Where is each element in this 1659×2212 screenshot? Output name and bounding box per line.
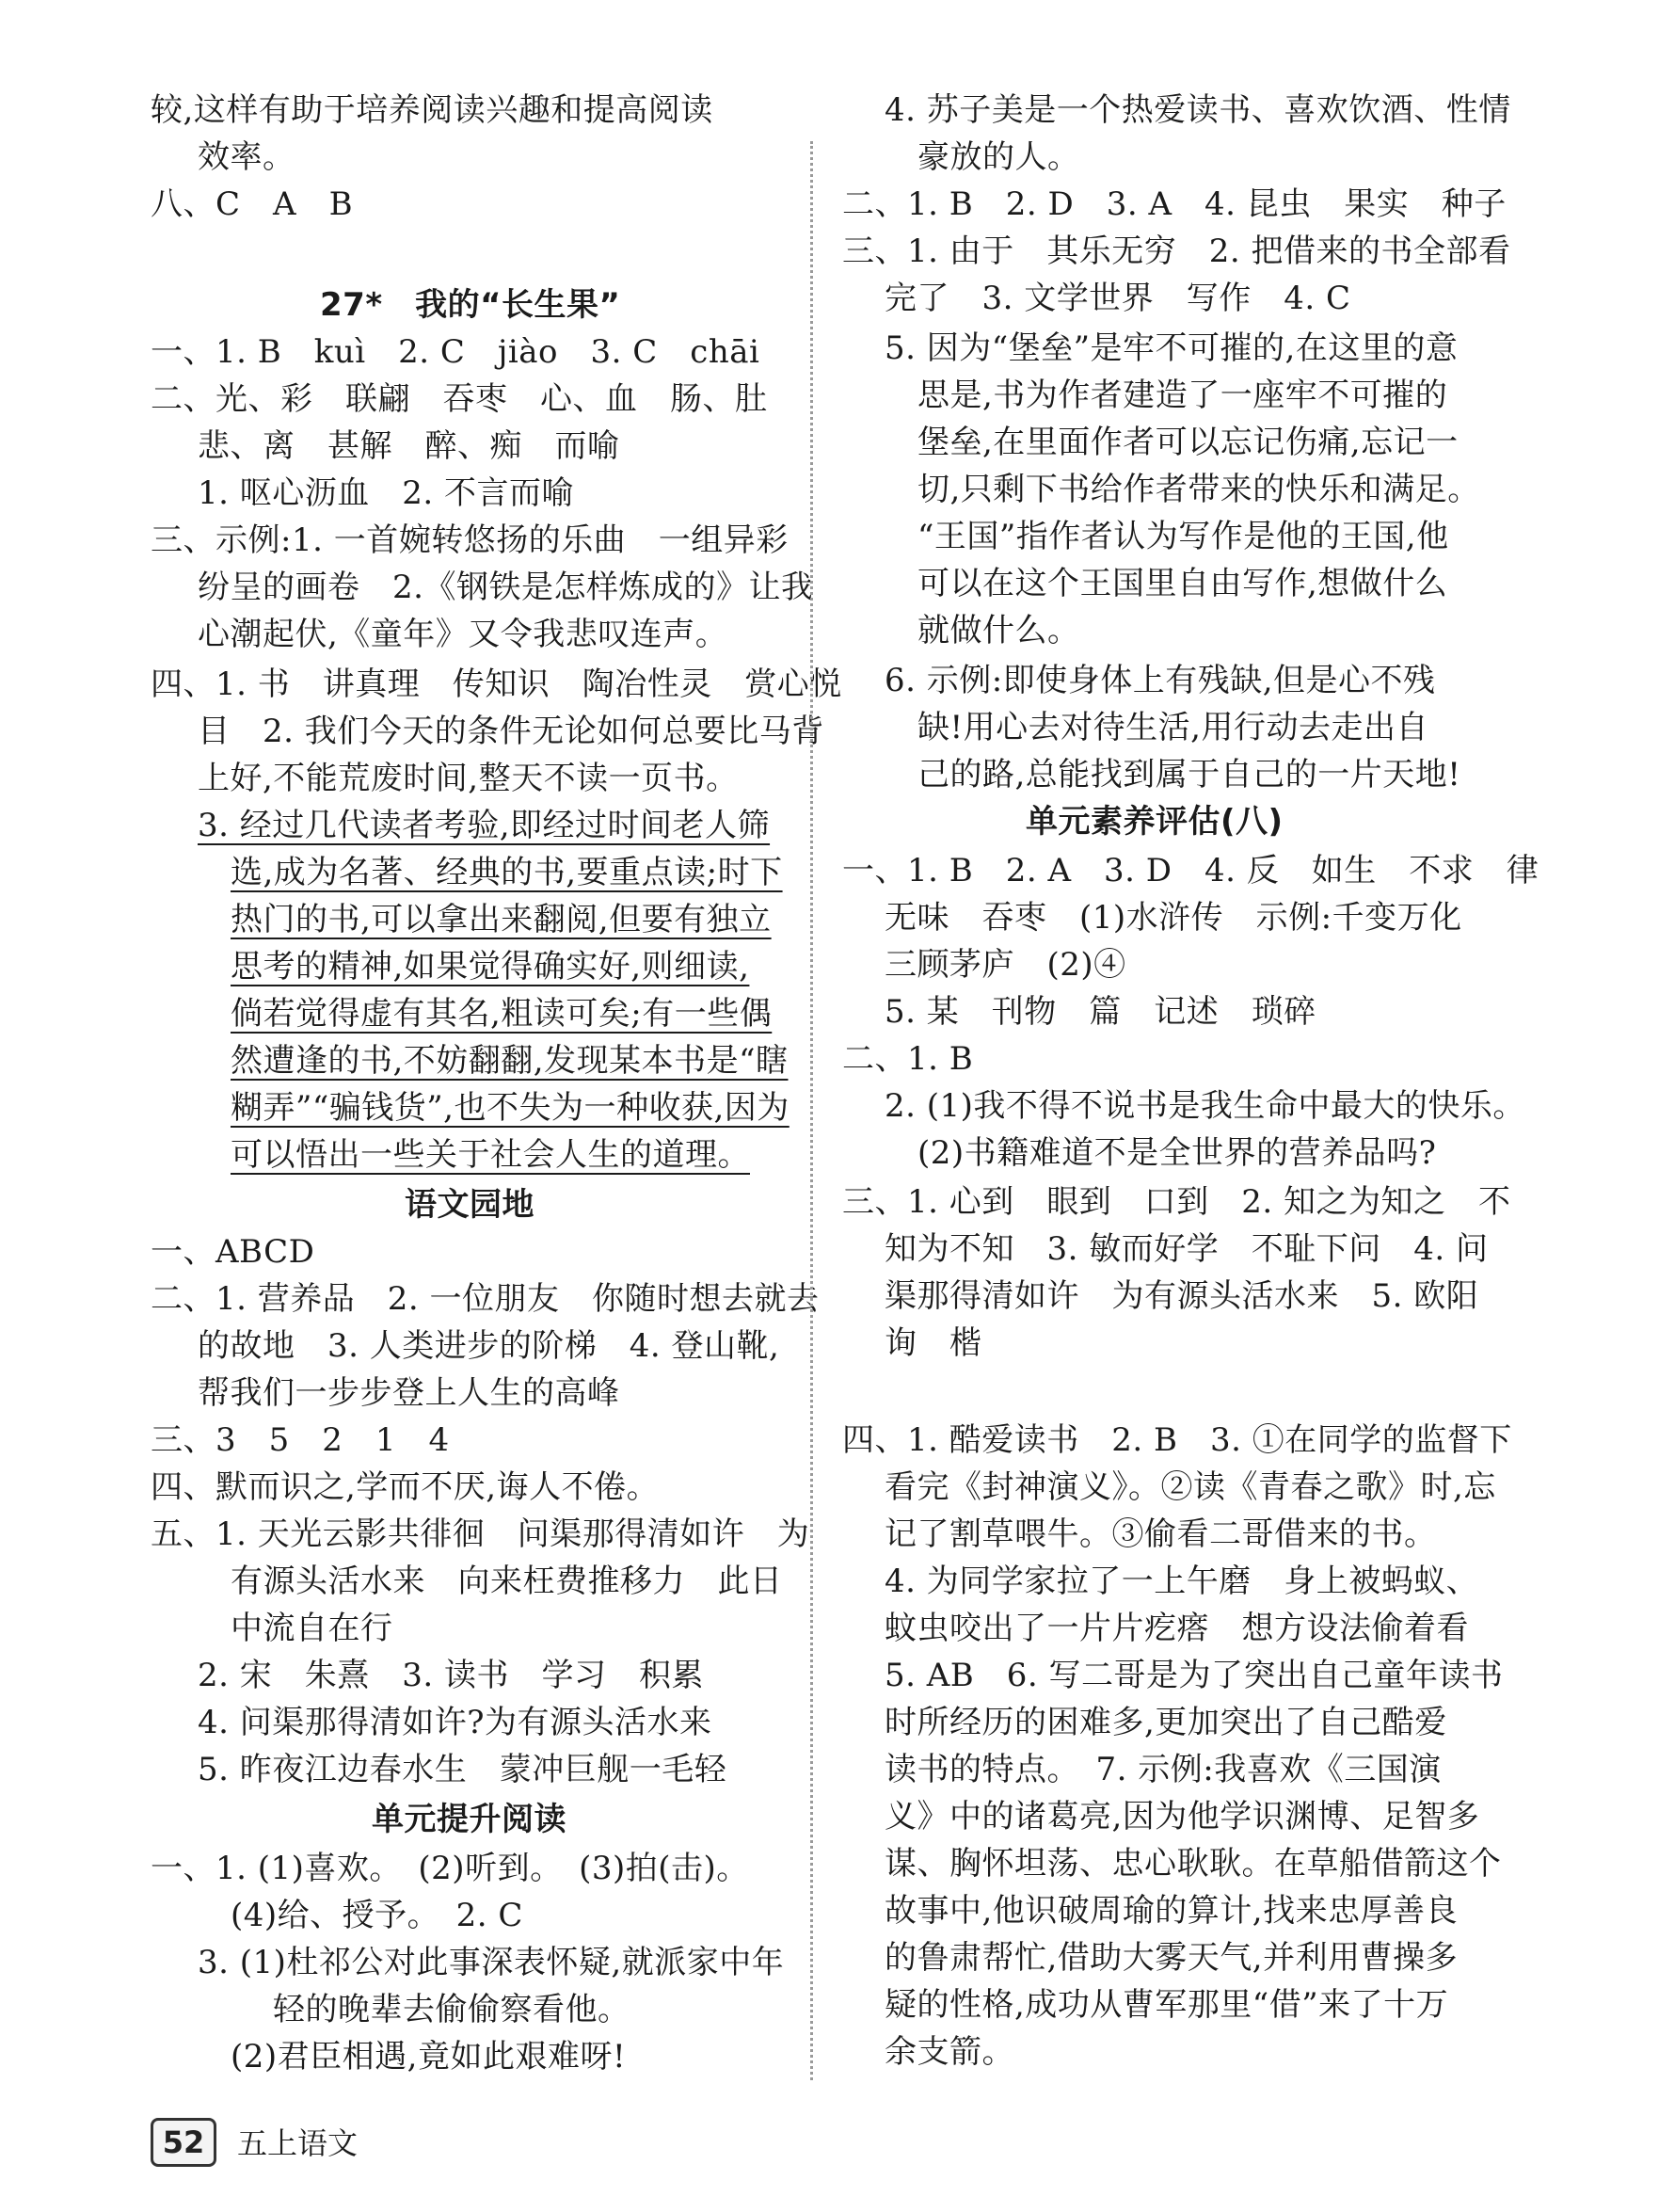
text-line: 义》中的诸葛亮,因为他学识渊博、足智多 [885,1798,1480,1835]
text-line: 4. 问渠那得清如许?为有源头活水来 [198,1704,712,1741]
text-line: 5. 因为“堡垒”是牢不可摧的,在这里的意 [885,329,1459,367]
text-line: 己的路,总能找到属于自己的一片天地! [917,756,1461,793]
text-line: 悲、离 甚解 醉、痴 而喻 [198,427,620,465]
text-line: 读书的特点。 7. 示例:我喜欢《三国演 [885,1751,1442,1788]
text-line: 的故地 3. 人类进步的阶梯 4. 登山靴, [198,1327,780,1365]
text-line: 记了割草喂牛。③偷看二哥借来的书。 [885,1515,1437,1553]
text-line: 上好,不能荒废时间,整天不读一页书。 [198,760,739,797]
text-line: 一、1. B 2. A 3. D 4. 反 如生 不求 律 [842,852,1539,890]
page-number: 52 [151,2118,216,2167]
text-line: 四、1. 书 讲真理 传知识 陶冶性灵 赏心悦 [151,665,842,703]
underlined-line: 可以悟出一些关于社会人生的道理。 [231,1136,750,1174]
underlined-line: 思考的精神,如果觉得确实好,则细读, [231,948,750,986]
text-line: 二、1. B 2. D 3. A 4. 昆虫 果实 种子 [842,185,1507,223]
underlined-line: 糊弄”“骗钱货”,也不失为一种收获,因为 [231,1089,790,1127]
text-line: (4)给、授予。 2. C [231,1897,523,1934]
text-line: 堡垒,在里面作者可以忘记伤痛,忘记一 [917,424,1459,461]
text-line: 的鲁肃帮忙,借助大雾天气,并利用曹操多 [885,1939,1459,1977]
text-line: 蚊虫咬出了一片片疙瘩 想方设法偷着看 [885,1610,1469,1647]
text-line: 谋、胸怀坦荡、忠心耿耿。在草船借箭这个 [885,1845,1502,1883]
section-heading: 语文园地 [405,1186,534,1224]
text-line: “王国”指作者认为写作是他的王国,他 [917,518,1449,555]
section-heading: 27* 我的“长生果” [320,286,621,324]
text-line: 思是,书为作者建造了一座牢不可摧的 [917,377,1448,414]
text-line: 6. 示例:即使身体上有残缺,但是心不残 [885,662,1436,699]
text-line: 五、1. 天光云影共徘徊 问渠那得清如许 为 [151,1515,810,1553]
book-label: 五上语文 [237,2125,359,2161]
text-line: 3. (1)杜祁公对此事深表怀疑,就派家中年 [198,1944,785,1981]
text-line: 2. 宋 朱熹 3. 读书 学习 积累 [198,1657,704,1694]
text-line: 渠那得清如许 为有源头活水来 5. 欧阳 [885,1277,1479,1315]
text-line: 4. 为同学家拉了一上午磨 身上被蚂蚁、 [885,1563,1479,1600]
text-line: (2)书籍难道不是全世界的营养品吗? [917,1134,1437,1172]
text-line: 故事中,他识破周瑜的算计,找来忠厚善良 [885,1892,1459,1930]
text-line: 三、3 5 2 1 4 [151,1421,450,1459]
text-line: 5. 昨夜江边春水生 蒙冲巨舰一毛轻 [198,1751,727,1788]
text-line: 就做什么。 [917,612,1080,649]
text-line: (2)君臣相遇,竟如此艰难呀! [231,2038,627,2076]
column-divider [810,141,813,2080]
text-line: 1. 呕心沥血 2. 不言而喻 [198,474,574,512]
text-line: 知为不知 3. 敏而好学 不耻下问 4. 问 [885,1230,1489,1268]
underlined-line: 3. 经过几代读者考验,即经过时间老人筛 [198,807,771,844]
text-line: 四、1. 酷爱读书 2. B 3. ①在同学的监督下 [842,1421,1512,1459]
text-line: 豪放的人。 [917,138,1080,176]
text-line: 八、C A B [151,185,354,223]
text-line: 目 2. 我们今天的条件无论如何总要比马背 [198,713,824,750]
underlined-line: 倘若觉得虚有其名,粗读可矣;有一些偶 [231,995,773,1033]
text-line: 一、1. (1)喜欢。 (2)听到。 (3)拍(击)。 [151,1850,749,1887]
text-line: 无味 吞枣 (1)水浒传 示例:千变万化 [885,899,1462,937]
underlined-line: 选,成为名著、经典的书,要重点读;时下 [231,854,783,891]
text-line: 中流自在行 [231,1610,393,1647]
section-heading: 单元提升阅读 [372,1801,566,1838]
text-line: 较,这样有助于培养阅读兴趣和提高阅读 [151,91,713,129]
text-line: 三、1. 由于 其乐无穷 2. 把借来的书全部看 [842,232,1511,270]
text-line: 一、1. B kuì 2. C jiào 3. C chāi [151,333,760,371]
text-line: 4. 苏子美是一个热爱读书、喜欢饮酒、性情 [885,91,1511,129]
text-line: 有源头活水来 向来枉费推移力 此日 [231,1563,783,1600]
text-line: 看完《封神演义》。②读《青春之歌》时,忘 [885,1468,1496,1506]
text-line: 四、默而识之,学而不厌,诲人不倦。 [151,1468,660,1506]
text-line: 一、ABCD [151,1233,315,1271]
text-line: 缺!用心去对待生活,用行动去走出自 [917,709,1428,746]
text-line: 切,只剩下书给作者带来的快乐和满足。 [917,471,1480,508]
text-line: 完了 3. 文学世界 写作 4. C [885,280,1351,317]
text-line: 帮我们一步步登上人生的高峰 [198,1374,620,1412]
text-line: 心潮起伏,《童年》又令我悲叹连声。 [198,616,728,653]
text-line: 三、示例:1. 一首婉转悠扬的乐曲 一组异彩 [151,521,789,559]
text-line: 5. 某 刊物 篇 记述 琐碎 [885,993,1316,1031]
text-line: 效率。 [198,138,295,176]
text-line: 询 楷 [885,1324,982,1362]
text-line: 2. (1)我不得不说书是我生命中最大的快乐。 [885,1087,1525,1125]
text-line: 时所经历的困难多,更加突出了自己酷爱 [885,1704,1447,1741]
text-line: 疑的性格,成功从曹军那里“借”来了十万 [885,1986,1449,2024]
text-line: 二、1. B [842,1040,974,1078]
text-line: 可以在这个王国里自由写作,想做什么 [917,565,1448,602]
underlined-line: 然遭逢的书,不妨翻翻,发现某本书是“瞎 [231,1042,789,1080]
text-line: 二、1. 营养品 2. 一位朋友 你随时想去就去 [151,1280,820,1318]
text-line: 纷呈的画卷 2.《钢铁是怎样炼成的》让我 [198,569,814,606]
text-line: 二、光、彩 联翩 吞枣 心、血 肠、肚 [151,380,768,418]
text-line: 5. AB 6. 写二哥是为了突出自己童年读书 [885,1657,1504,1694]
text-line: 轻的晚辈去偷偷察看他。 [273,1991,630,2028]
text-line: 余支箭。 [885,2033,1014,2071]
text-line: 三顾茅庐 (2)④ [885,946,1126,984]
underlined-line: 热门的书,可以拿出来翻阅,但要有独立 [231,901,772,938]
section-heading: 单元素养评估(八) [1026,803,1284,841]
text-line: 三、1. 心到 眼到 口到 2. 知之为知之 不 [842,1183,1511,1221]
